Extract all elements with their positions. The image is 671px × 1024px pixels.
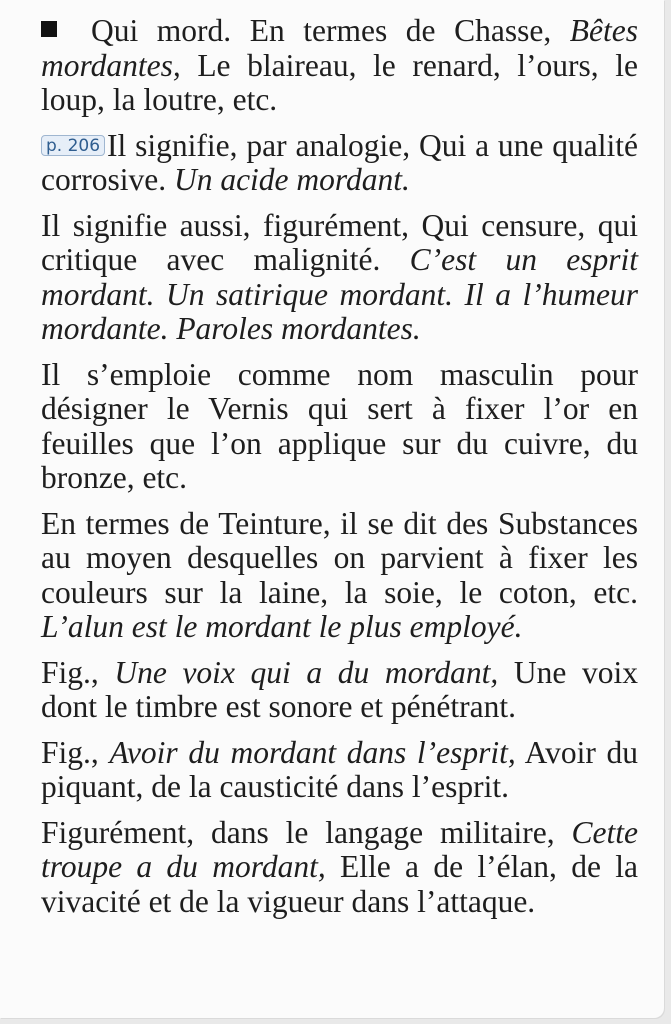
segment: Figurément, dans le langage militaire, [41,814,572,850]
definition-paragraph-7 [41,736,638,805]
definition-paragraph-8 [41,816,638,920]
segment: Il signifie aussi, figurément, Qui censure, qui critique avec malignité. [41,207,638,277]
square-bullet-icon [41,21,57,37]
definition-paragraph-6 [41,656,638,725]
segment: Fig., [41,654,115,690]
segment: Elle a de l’élan, de la vivacité et de la vigueur dans l’attaque. [41,849,638,919]
definition-paragraph-1 [41,14,638,118]
example-italic: Bêtes mordantes, [41,13,638,83]
definition-paragraph-5 [41,507,638,645]
example-italic: Avoir du mordant dans l’esprit, [109,734,516,770]
definition-paragraph-4 [41,358,638,496]
segment: En termes de Teinture, il se dit des Substances au moyen desquelles on parvient à fixer les couleurs sur la laine, la soie, le coton, etc. [41,505,638,610]
example-italic: Cette troupe a du mordant, [41,814,638,884]
page-number-link[interactable]: p. 206 [41,135,105,156]
segment: Fig., [41,734,110,770]
segment: Qui mord. En termes de Chasse, [91,13,570,48]
entry-content [41,14,638,930]
definition-paragraph-2 [41,129,638,198]
example-italic: Un acide mordant. [173,162,410,197]
definition-paragraph-3 [41,209,638,347]
segment: Une voix dont le timbre est sonore et pénétrant. [41,654,638,724]
segment: Le blaireau, le renard, l’ours, le loup, la loutre, etc. [41,47,638,117]
segment: Il signifie, par analogie, Qui a une qualité corrosive. [41,127,638,197]
example-italic: L’alun est le mordant le plus employé. [41,609,523,644]
example-italic: Une voix qui a du mordant, [114,654,499,690]
segment: Avoir du piquant, de la causticité dans l’esprit. [41,734,638,804]
segment: Il s’emploie comme nom masculin pour désigner le Vernis qui sert à fixer l’or en feuilles que l’on applique sur du cuivre, du bronze, etc. [41,356,638,495]
example-italic: C’est un esprit mordant. Un satirique mordant. Il a l’humeur mordante. Paroles mordantes. [41,242,638,346]
